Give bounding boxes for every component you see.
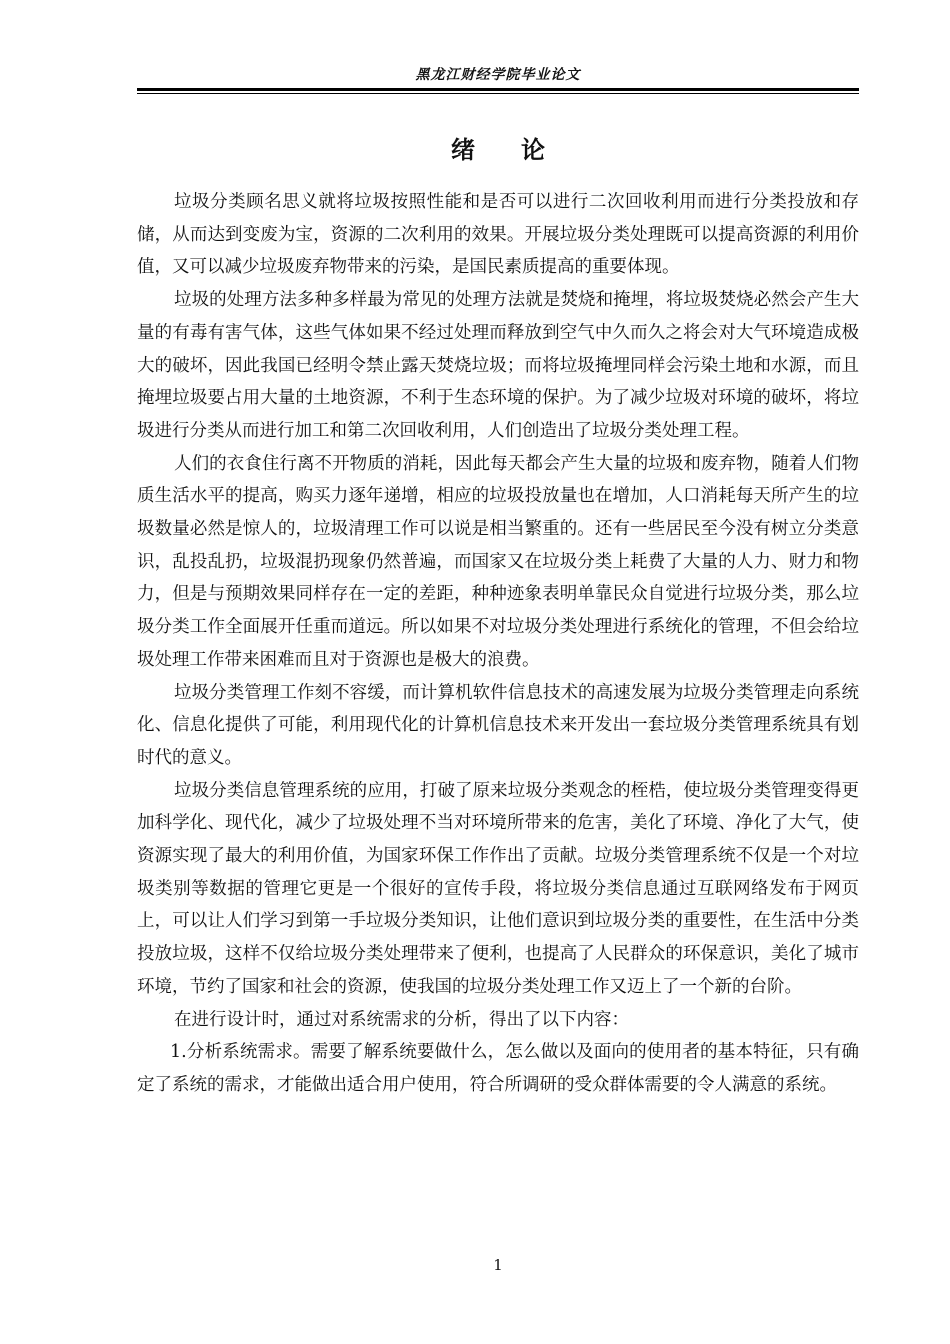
paragraph: 垃圾分类信息管理系统的应用，打破了原来垃圾分类观念的桎梏，使垃圾分类管理变得更加科学化、现代化，减少了垃圾处理不当对环境所带来的危害，美化了环境、净化了大气，使资源实现了最大的利用价值，为国家环保工作作出了贡献。垃圾分类管理系统不仅是一个对垃圾类别等数据的管理它更是一个很好的宣传手段，将垃圾分类信息通过互联网络发布于网页上，可以让人们学习到第一手垃圾分类知识，让他们意识到垃圾分类的重要性，在生活中分类投放垃圾，这样不仅给垃圾分类处理带来了便利，也提高了人民群众的环保意识，美化了城市环境，节约了国家和社会的资源，使我国的垃圾分类处理工作又迈上了一个新的台阶。 bbox=[137, 780, 859, 997]
page-number: 1 bbox=[493, 1256, 503, 1274]
header-rule-thin bbox=[137, 93, 859, 94]
running-header: 黑龙江财经学院毕业论文 bbox=[415, 67, 581, 83]
paragraph: 垃圾的处理方法多种多样最为常见的处理方法就是焚烧和掩埋，将垃圾焚烧必然会产生大量的有毒有害气体，这些气体如果不经过处理而释放到空气中久而久之将会对大气环境造成极大的破坏，因此我国已经明令禁止露天焚烧垃圾；而将垃圾掩埋同样会污染土地和水源，而且掩埋垃圾要占用大量的土地资源，不利于生态环境的保护。为了减少垃圾对环境的破坏，将垃圾进行分类从而进行加工和第二次回收利用，人们创造出了垃圾分类处理工程。 bbox=[137, 290, 859, 441]
paragraph: 垃圾分类顾名思义就将垃圾按照性能和是否可以进行二次回收利用而进行分类投放和存储，从而达到变废为宝，资源的二次利用的效果。开展垃圾分类处理既可以提高资源的利用价值，又可以减少垃圾废弃物带来的污染，是国民素质提高的重要体现。 bbox=[137, 192, 859, 278]
body-text bbox=[137, 186, 859, 1102]
header-rule-thick bbox=[137, 88, 859, 91]
paragraph: 垃圾分类管理工作刻不容缓，而计算机软件信息技术的高速发展为垃圾分类管理走向系统化、信息化提供了可能，利用现代化的计算机信息技术来开发出一套垃圾分类管理系统具有划时代的意义。 bbox=[137, 682, 859, 768]
chapter-title: 绪论 bbox=[451, 135, 591, 164]
numbered-list-item: 1.分析系统需求。需要了解系统要做什么，怎么做以及面向的使用者的基本特征，只有确定了系统的需求，才能做出适合用户使用，符合所调研的受众群体需要的令人满意的系统。 bbox=[137, 1042, 859, 1095]
paragraph: 人们的衣食住行离不开物质的消耗，因此每天都会产生大量的垃圾和废弃物，随着人们物质生活水平的提高，购买力逐年递增，相应的垃圾投放量也在增加，人口消耗每天所产生的垃圾数量必然是惊人的，垃圾清理工作可以说是相当繁重的。还有一些居民至今没有树立分类意识，乱投乱扔，垃圾混扔现象仍然普遍，而国家又在垃圾分类上耗费了大量的人力、财力和物力，但是与预期效果同样存在一定的差距，种种迹象表明单靠民众自觉进行垃圾分类，那么垃圾分类工作全面展开任重而道远。所以如果不对垃圾分类处理进行系统化的管理，不但会给垃圾处理工作带来困难而且对于资源也是极大的浪费。 bbox=[137, 453, 859, 670]
paragraph: 在进行设计时，通过对系统需求的分析，得出了以下内容： bbox=[174, 1009, 629, 1030]
